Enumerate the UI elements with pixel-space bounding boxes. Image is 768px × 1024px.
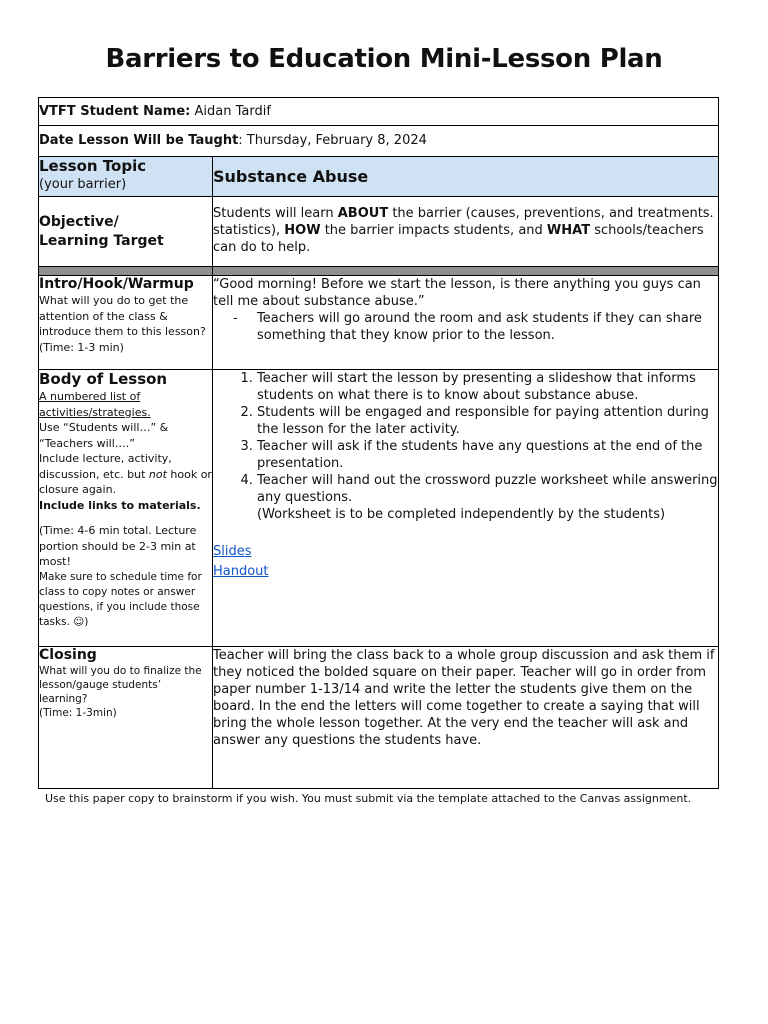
body-steps-list (213, 370, 718, 506)
objective-about: ABOUT (337, 206, 389, 221)
body-step: 4. Teacher will hand out the crossword puzzle worksheet while answering any questions. (257, 472, 718, 506)
student-name-label: VTFT Student Name: (39, 104, 191, 119)
handout-link[interactable]: Handout (213, 564, 269, 579)
intro-bullet: - Teachers will go around the room and ask students if they can share something that they know prior to the lesson. (257, 310, 718, 344)
closing-row (39, 647, 719, 789)
intro-quote: “Good morning! Before we start the lesson, is there anything you guys can tell me about substance abuse.” (213, 277, 701, 309)
body-step: 3. Teacher will ask if the students have any questions at the end of the presentation. (257, 438, 718, 472)
intro-row (39, 276, 719, 370)
objective-text-4: schools/teachers can do to help. (213, 223, 704, 255)
objective-row (39, 197, 719, 267)
body-row (39, 370, 719, 647)
body-desc-links: Include links to materials. (39, 498, 201, 512)
page-title: Barriers to Education Mini-Lesson Plan (105, 44, 663, 74)
body-desc-time: (Time: 4-6 min total. Lecture portion should be 2-3 min at most! (39, 524, 197, 568)
body-step-note: (Worksheet is to be completed independently by the students) (257, 507, 666, 522)
body-label: Body of Lesson (39, 370, 168, 388)
lesson-topic-label: Lesson Topic (39, 157, 147, 175)
student-name-row (39, 98, 719, 126)
body-step: 1. Teacher will start the lesson by presenting a slideshow that informs students on what there is to know about substance abuse. (257, 370, 718, 404)
student-name-value: Aidan Tardif (194, 104, 271, 119)
objective-what: WHAT (546, 223, 591, 238)
objective-how: HOW (284, 223, 321, 238)
separator-row (39, 267, 719, 276)
objective-label-1: Objective/ (39, 213, 119, 230)
objective-text-1: Students will learn (213, 206, 338, 221)
body-desc-not: not (148, 467, 167, 481)
closing-time: (Time: 1-3min) (39, 707, 117, 719)
closing-text: Teacher will bring the class back to a whole group discussion and ask them if they noticed the bolded square on their paper. Teacher will go in order from paper number 1-13/14 and write the letter the students give them on the board. In the end the letters will come together to create a saying that will bring the whole lesson together. At the very end the teacher will ask and answer any questions the students have. (213, 647, 719, 789)
lesson-topic-value: Substance Abuse (213, 167, 369, 186)
objective-text-2: the barrier (causes, preventions, and treatments. statistics), (213, 206, 714, 238)
closing-label: Closing (39, 647, 97, 663)
date-row (39, 126, 719, 157)
date-label: Date Lesson Will be Taught (39, 133, 239, 148)
body-step: 2. Students will be engaged and responsible for paying attention during the lesson for the later activity. (257, 404, 718, 438)
objective-text-3: the barrier impacts students, and (320, 223, 547, 238)
intro-bullet-list (213, 310, 718, 344)
footer-note: Use this paper copy to brainstorm if you wish. You must submit via the template attached to the Canvas assignment. (45, 792, 692, 805)
lesson-topic-row (39, 157, 719, 197)
slides-link[interactable]: Slides (213, 544, 252, 559)
lesson-plan-table (38, 97, 719, 789)
body-desc-include: Include lecture, activity, discussion, etc. but not hook or closure again. (39, 452, 212, 496)
lesson-topic-sub: (your barrier) (39, 177, 127, 192)
date-value: : Thursday, February 8, 2024 (238, 133, 427, 148)
intro-label: Intro/Hook/Warmup (39, 276, 194, 292)
body-desc-numbered: A numbered list of activities/strategies. (39, 390, 151, 419)
body-desc-notes: Make sure to schedule time for class to copy notes or answer questions, if you include those tasks. ☺) (39, 570, 202, 628)
objective-label-2: Learning Target (39, 232, 164, 249)
closing-desc: What will you do to finalize the lesson/gauge students’ learning? (39, 665, 202, 705)
body-desc-use: Use “Students will…” & “Teachers will….” (39, 421, 169, 450)
intro-desc: What will you do to get the attention of the class & introduce them to this lesson? (Time: 1-3 min) (39, 294, 206, 354)
